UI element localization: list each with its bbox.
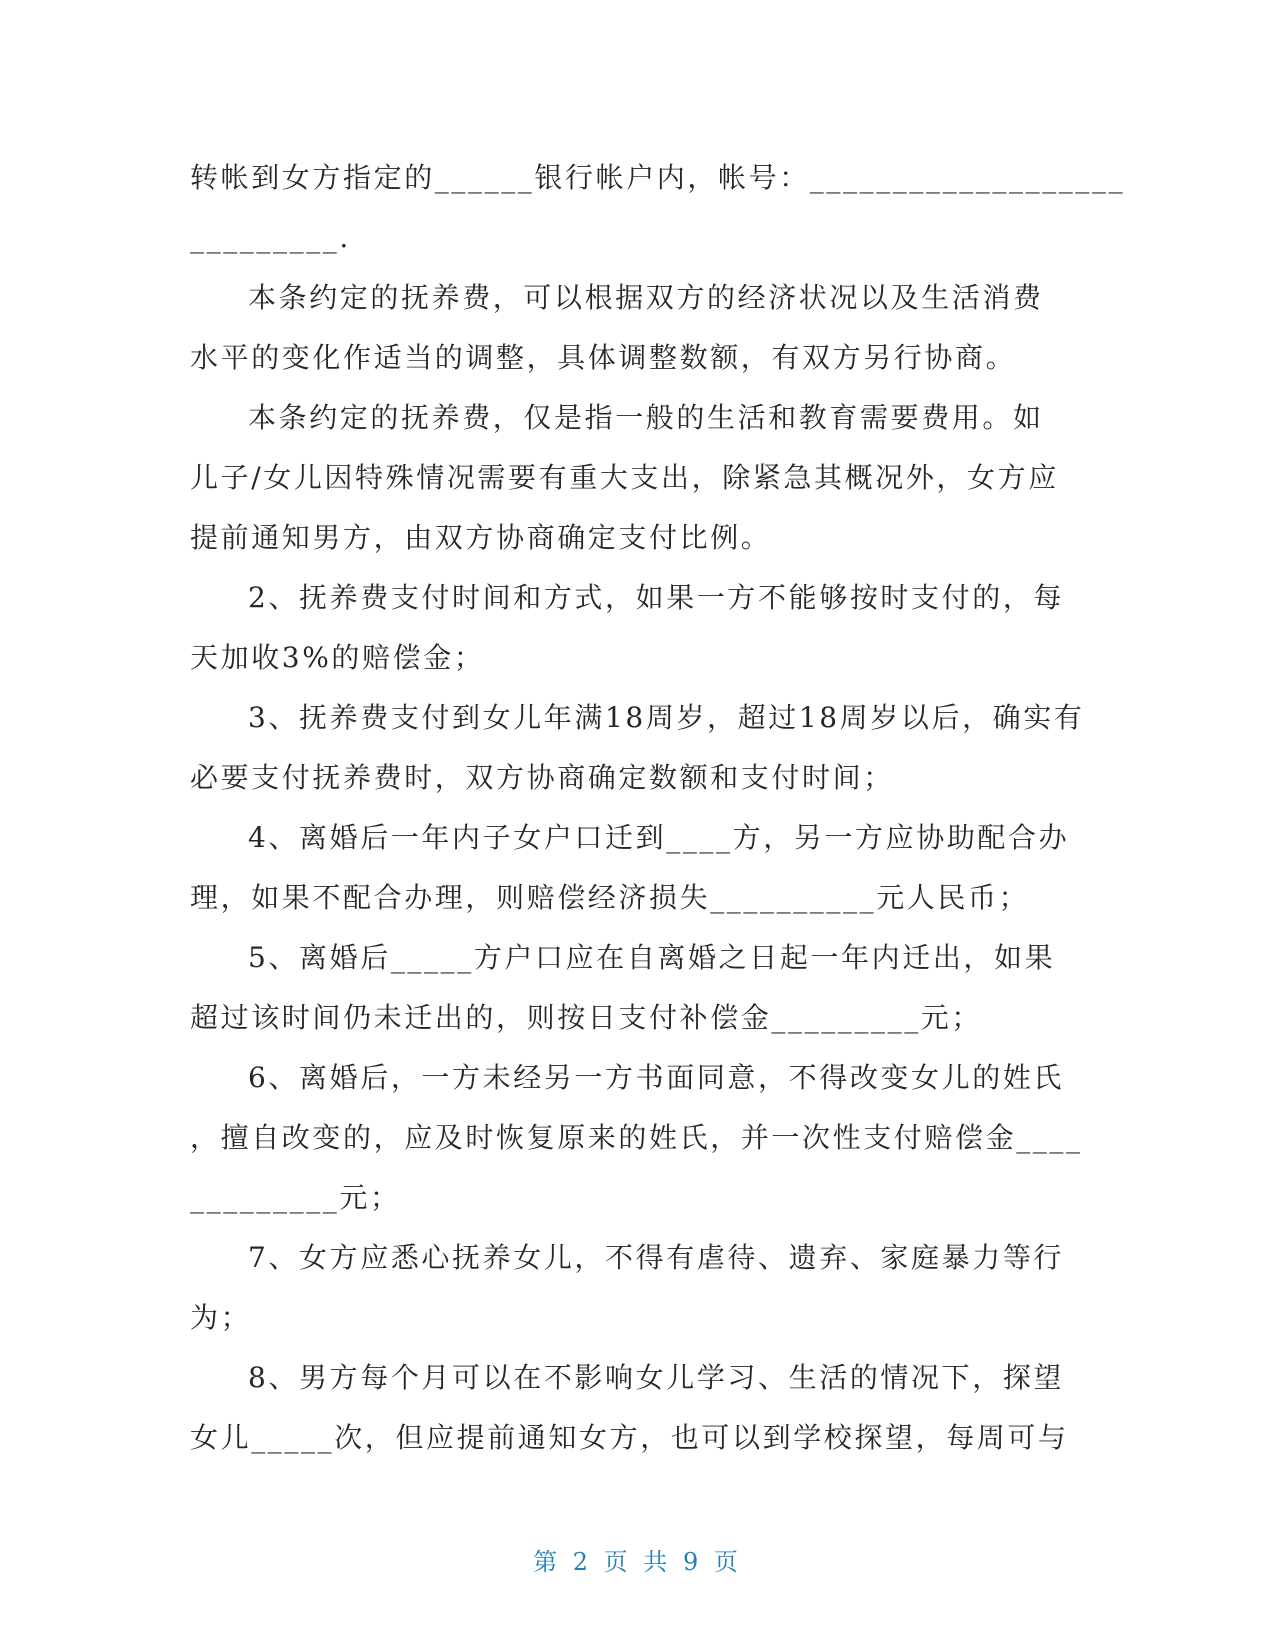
text-line-3: 本条约定的抚养费，可以根据双方的经济状况以及生活消费 [248, 281, 1044, 314]
text-line-7: 提前通知男方，由双方协商确定支付比例。 [190, 521, 772, 554]
text-line-4: 水平的变化作适当的调整，具体调整数额，有双方另行协商。 [190, 341, 1017, 374]
page-number-footer: 第 2 页 共 9 页 [533, 1548, 742, 1576]
text-line-13: 理，如果不配合办理，则赔偿经济损失__________元人民币； [190, 881, 1030, 914]
text-line-21: 8、男方每个月可以在不影响女儿学习、生活的情况下，探望 [248, 1361, 1065, 1394]
text-line-1: 转帐到女方指定的______银行帐户内，帐号：___________________ [190, 161, 1126, 194]
text-line-8: 2、抚养费支付时间和方式，如果一方不能够按时支付的，每 [248, 581, 1065, 614]
text-line-6: 儿子/女儿因特殊情况需要有重大支出，除紧急其概况外，女方应 [190, 461, 1059, 494]
document-body [190, 148, 1126, 1468]
text-line-20: 为； [190, 1301, 252, 1334]
text-line-5: 本条约定的抚养费，仅是指一般的生活和教育需要费用。如 [248, 401, 1044, 434]
text-line-12: 4、离婚后一年内子女户口迁到____方，另一方应协助配合办 [248, 821, 1070, 854]
text-line-22: 女儿_____次，但应提前通知女方，也可以到学校探望，每周可与 [190, 1421, 1069, 1454]
text-line-11: 必要支付抚养费时，双方协商确定数额和支付时间； [190, 761, 894, 794]
text-line-18: _________元； [190, 1181, 401, 1214]
text-line-17: ，擅自改变的，应及时恢复原来的姓氏，并一次性支付赔偿金____ [190, 1121, 1083, 1154]
text-line-9: 天加收3%的赔偿金； [190, 641, 485, 674]
text-line-14: 5、离婚后_____方户口应在自离婚之日起一年内迁出，如果 [248, 941, 1056, 974]
text-line-15: 超过该时间仍未迁出的，则按日支付补偿金_________元； [190, 1001, 983, 1034]
text-line-10: 3、抚养费支付到女儿年满18周岁，超过18周岁以后，确实有 [248, 701, 1085, 734]
text-line-19: 7、女方应悉心抚养女儿，不得有虐待、遗弃、家庭暴力等行 [248, 1241, 1065, 1274]
text-line-16: 6、离婚后，一方未经另一方书面同意，不得改变女儿的姓氏 [248, 1061, 1065, 1094]
text-line-2: _________. [190, 221, 351, 254]
